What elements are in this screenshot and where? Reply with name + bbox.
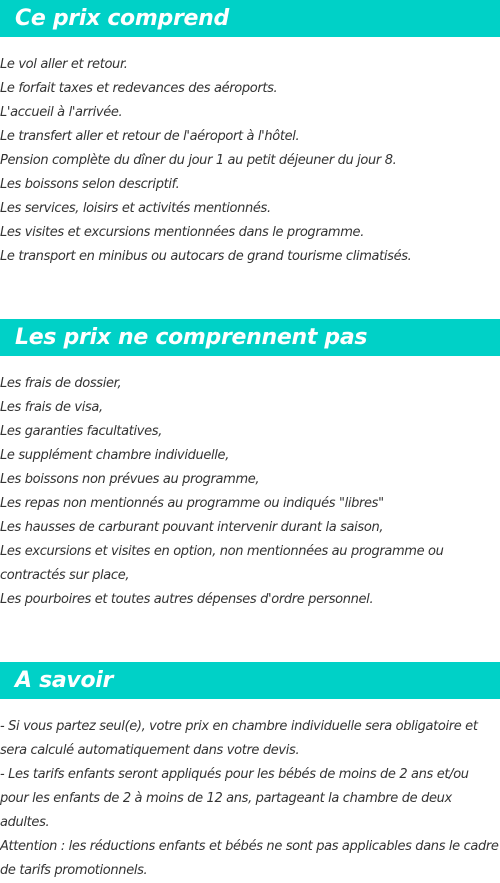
included-item: Le transfert aller et retour de l'aéroport à l'hôtel. — [0, 129, 300, 144]
not-included-list — [0, 372, 500, 612]
included-item: L'accueil à l'arrivée. — [0, 105, 123, 120]
included-item: Les visites et excursions mentionnées dans le programme. — [0, 225, 364, 240]
not-included-item: Les hausses de carburant pouvant intervenir durant la saison, — [0, 520, 384, 535]
included-item: Le forfait taxes et redevances des aéroports. — [0, 81, 278, 96]
section-title-not-included: Les prix ne comprennent pas — [0, 319, 500, 356]
good-to-know-item: Attention : les réductions enfants et bébés ne sont pas applicables dans le cadre de tarifs promotionnels. — [0, 839, 499, 878]
not-included-item: Les excursions et visites en option, non mentionnées au programme ou contractés sur place, — [0, 544, 444, 583]
included-list — [0, 53, 500, 269]
not-included-item: Les frais de dossier, — [0, 376, 122, 391]
section-title-good-to-know: A savoir — [0, 662, 500, 699]
included-item: Le transport en minibus ou autocars de grand tourisme climatisés. — [0, 249, 412, 264]
not-included-item: Les frais de visa, — [0, 400, 103, 415]
not-included-item: Les repas non mentionnés au programme ou indiqués "libres" — [0, 496, 384, 511]
not-included-item: Le supplément chambre individuelle, — [0, 448, 229, 463]
not-included-item: Les pourboires et toutes autres dépenses d'ordre personnel. — [0, 592, 374, 607]
included-item: Pension complète du dîner du jour 1 au petit déjeuner du jour 8. — [0, 153, 397, 168]
good-to-know-item: - Les tarifs enfants seront appliqués pour les bébés de moins de 2 ans et/ou pour les enfants de 2 à moins de 12 ans, partageant la chambre de deux adultes. — [0, 767, 469, 830]
section-title-included: Ce prix comprend — [0, 0, 500, 37]
included-item: Les services, loisirs et activités mentionnés. — [0, 201, 271, 216]
included-item: Le vol aller et retour. — [0, 57, 128, 72]
not-included-item: Les garanties facultatives, — [0, 424, 162, 439]
good-to-know-item: - Si vous partez seul(e), votre prix en chambre individuelle sera obligatoire et sera calculé automatiquement dans votre devis. — [0, 719, 478, 758]
included-item: Les boissons selon descriptif. — [0, 177, 180, 192]
not-included-item: Les boissons non prévues au programme, — [0, 472, 260, 487]
good-to-know-list — [0, 715, 500, 883]
